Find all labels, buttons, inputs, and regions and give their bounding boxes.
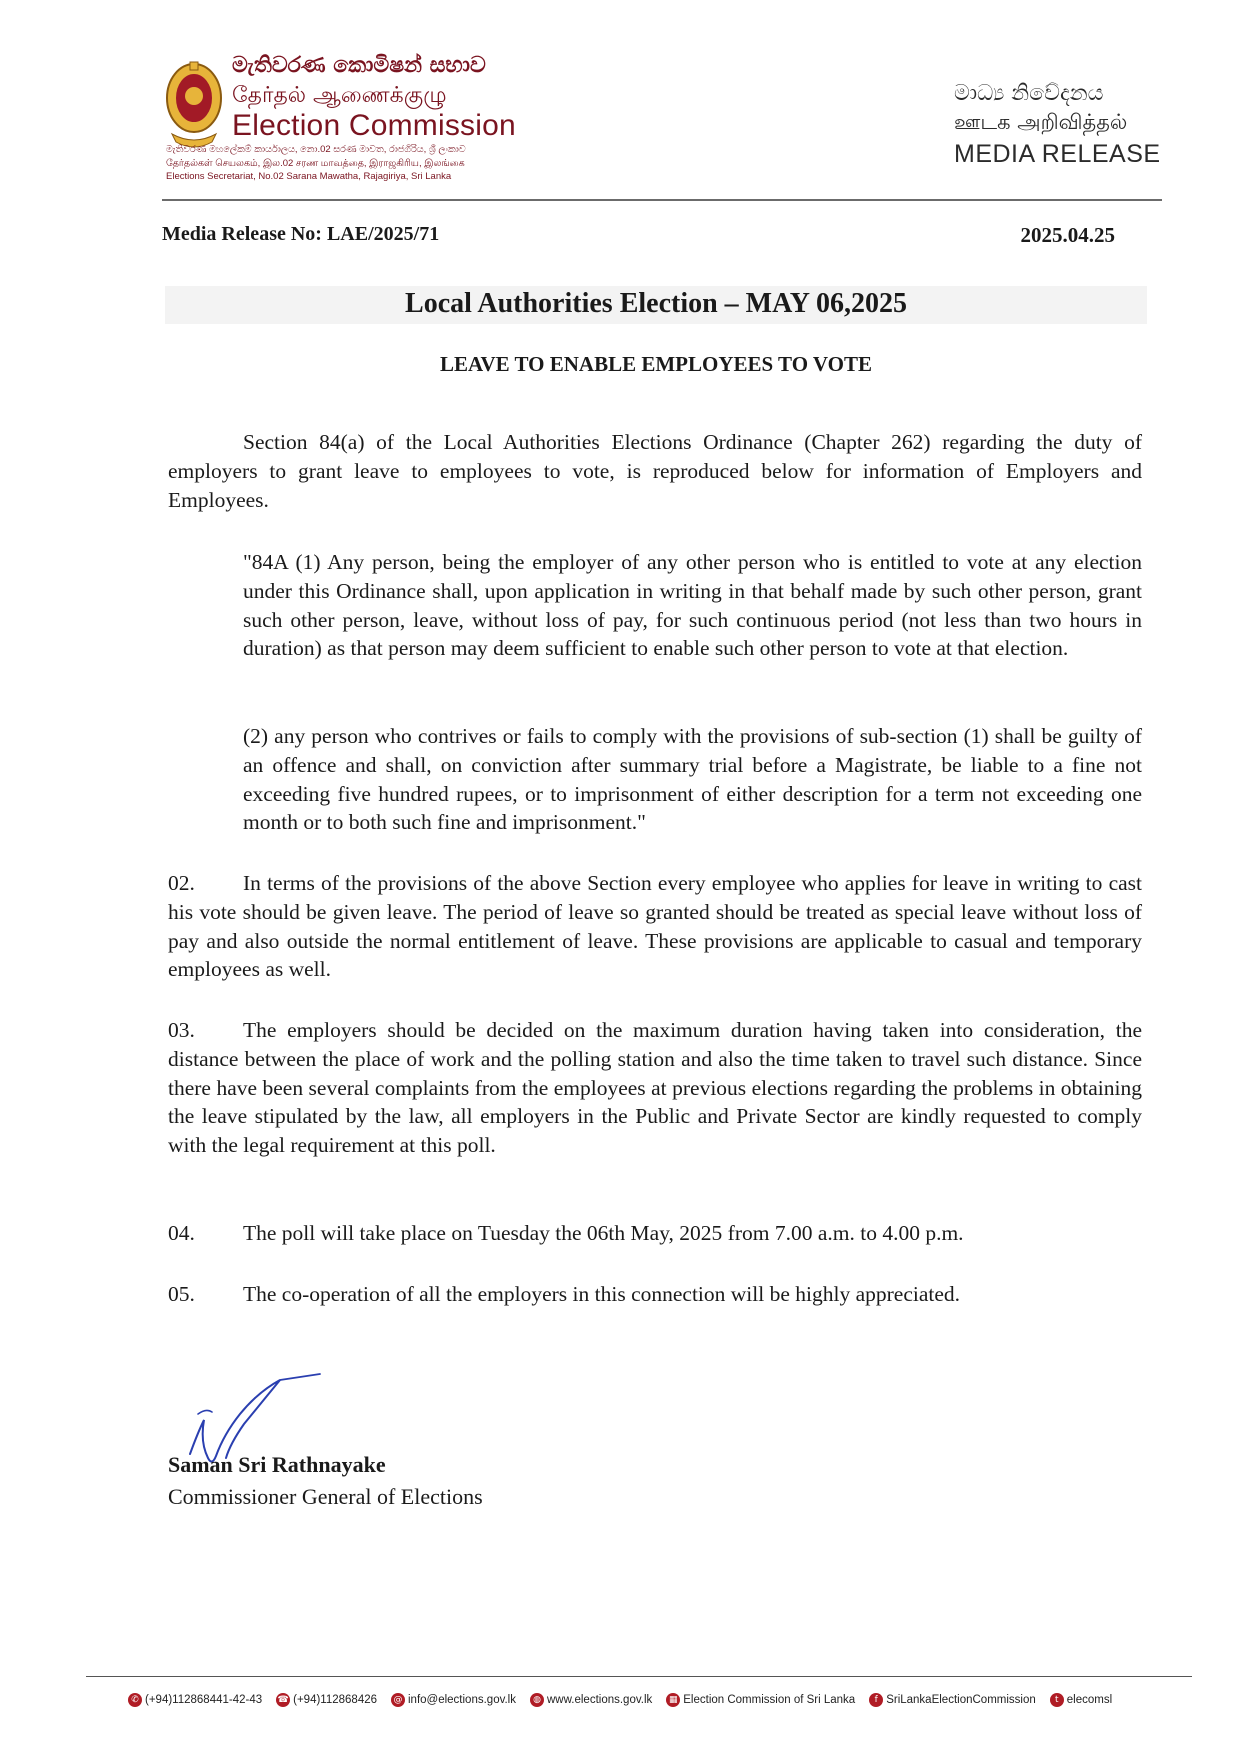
globe-icon: ◍	[530, 1693, 544, 1707]
paragraph-02	[168, 869, 1142, 984]
footer-phone[interactable]	[128, 1693, 262, 1707]
address-sinhala: මැතිවරණ මහලේකම් කාර්යාලය, නො.02 සරණ මාවත, රාජගිරිය, ශ්‍රී ලංකාව	[166, 144, 466, 155]
twitter-icon: t	[1050, 1693, 1064, 1707]
paragraph-text: The co-operation of all the employers in this connection will be highly appreciated.	[243, 1282, 961, 1306]
facebook-text: SriLankaElectionCommission	[886, 1694, 1036, 1706]
address-english: Elections Secretariat, No.02 Sarana Mawatha, Rajagiriya, Sri Lanka	[166, 171, 452, 182]
org-name-sinhala: මැතිවරණ කොමිෂන් සභාව	[232, 53, 486, 78]
media-release-tamil: ஊடக அறிவித்தல்	[954, 110, 1128, 134]
footer-twitter[interactable]	[1050, 1693, 1112, 1707]
footer-contacts	[128, 1693, 1126, 1707]
header-divider	[162, 199, 1162, 201]
document-subtitle: LEAVE TO ENABLE EMPLOYEES TO VOTE	[440, 352, 872, 376]
facebook-icon: f	[869, 1693, 883, 1707]
signatory-designation: Commissioner General of Elections	[168, 1484, 483, 1509]
signatory-name: Saman Sri Rathnayake	[168, 1452, 386, 1477]
paragraph-number: 02.	[168, 871, 195, 895]
document-title: Local Authorities Election – MAY 06,2025	[405, 288, 907, 319]
phone-text: (+94)112868441-42-43	[145, 1694, 263, 1706]
intro-paragraph: Section 84(a) of the Local Authorities Elections Ordinance (Chapter 262) regarding the duty of employers to grant leave to employees to vote, is reproduced below for information of Employers and Employees.	[168, 430, 1142, 512]
media-release-english: MEDIA RELEASE	[954, 140, 1161, 168]
paragraph-03	[168, 1016, 1142, 1160]
quoted-section-2: (2) any person who contrives or fails to comply with the provisions of sub-section (1) shall be guilty of an offence and shall, on conviction after summary trial before a Magistrate, be liable to a fine not exceeding five hundred rupees, or to imprisonment of either description for a term not exceeding one month or to both such fine and imprisonment."	[243, 724, 1142, 835]
footer-org[interactable]	[666, 1693, 855, 1707]
paragraph-text: The employers should be decided on the maximum duration having taken into consideration, the distance between the place of work and the polling station and also the time taken to travel such distance. Since there have been several complaints from the employees at previous elections regarding the problems in obtaining the leave stipulated by the law, all employers in the Public and Private Sector are kindly requested to comply with the legal requirement at this poll.	[168, 1018, 1142, 1158]
paragraph-number: 04.	[168, 1221, 195, 1245]
footer-website[interactable]	[530, 1693, 652, 1707]
org-text: Election Commission of Sri Lanka	[683, 1694, 856, 1706]
fax-icon: ☎	[277, 1695, 289, 1705]
media-release-sinhala: මාධ්‍ය නිවේදනය	[954, 81, 1104, 106]
paragraph-text: The poll will take place on Tuesday the 06th May, 2025 from 7.00 a.m. to 4.00 p.m.	[243, 1221, 964, 1245]
footer-email[interactable]	[391, 1693, 516, 1707]
paragraph-number: 03.	[168, 1018, 195, 1042]
quoted-section-1: "84A (1) Any person, being the employer of any other person who is entitled to vote at any election under this Ordinance shall, upon application in writing in that behalf made by such other person, grant such other person, leave, without loss of pay, for such continuous period (not less than two hours in duration) as that person may deem sufficient to enable such other person to vote at that election.	[243, 550, 1142, 661]
website-text: www.elections.gov.lk	[547, 1694, 653, 1706]
release-number: Media Release No: LAE/2025/71	[162, 223, 440, 245]
org-name-tamil: தேர்தல் ஆணைக்குழு	[232, 83, 447, 108]
footer-fax[interactable]	[276, 1693, 377, 1707]
footer-facebook[interactable]	[869, 1693, 1036, 1707]
footer-divider	[86, 1676, 1192, 1677]
twitter-text: elecomsl	[1066, 1694, 1113, 1706]
address-tamil: தேர்தல்கள் செயலகம், இல.02 சரண மாவத்தை, இராஜகிரிய, இலங்கை	[166, 158, 465, 169]
release-date: 2025.04.25	[1020, 223, 1115, 247]
org-name-english: Election Commission	[232, 109, 516, 142]
paragraph-04	[168, 1219, 1142, 1248]
fax-text: (+94)112868426	[293, 1694, 377, 1706]
paragraph-number: 05.	[168, 1282, 195, 1306]
building-icon: ▦	[666, 1693, 680, 1707]
paragraph-05	[168, 1280, 1142, 1309]
email-text: info@elections.gov.lk	[408, 1694, 516, 1706]
email-icon: @	[391, 1693, 405, 1707]
paragraph-text: In terms of the provisions of the above Section every employee who applies for leave in writing to cast his vote should be given leave. The period of leave so granted should be treated as special leave without loss of pay and also outside the normal entitlement of leave. These provisions are applicable to casual and temporary employees as well.	[168, 871, 1142, 982]
phone-icon: ✆	[128, 1693, 142, 1707]
